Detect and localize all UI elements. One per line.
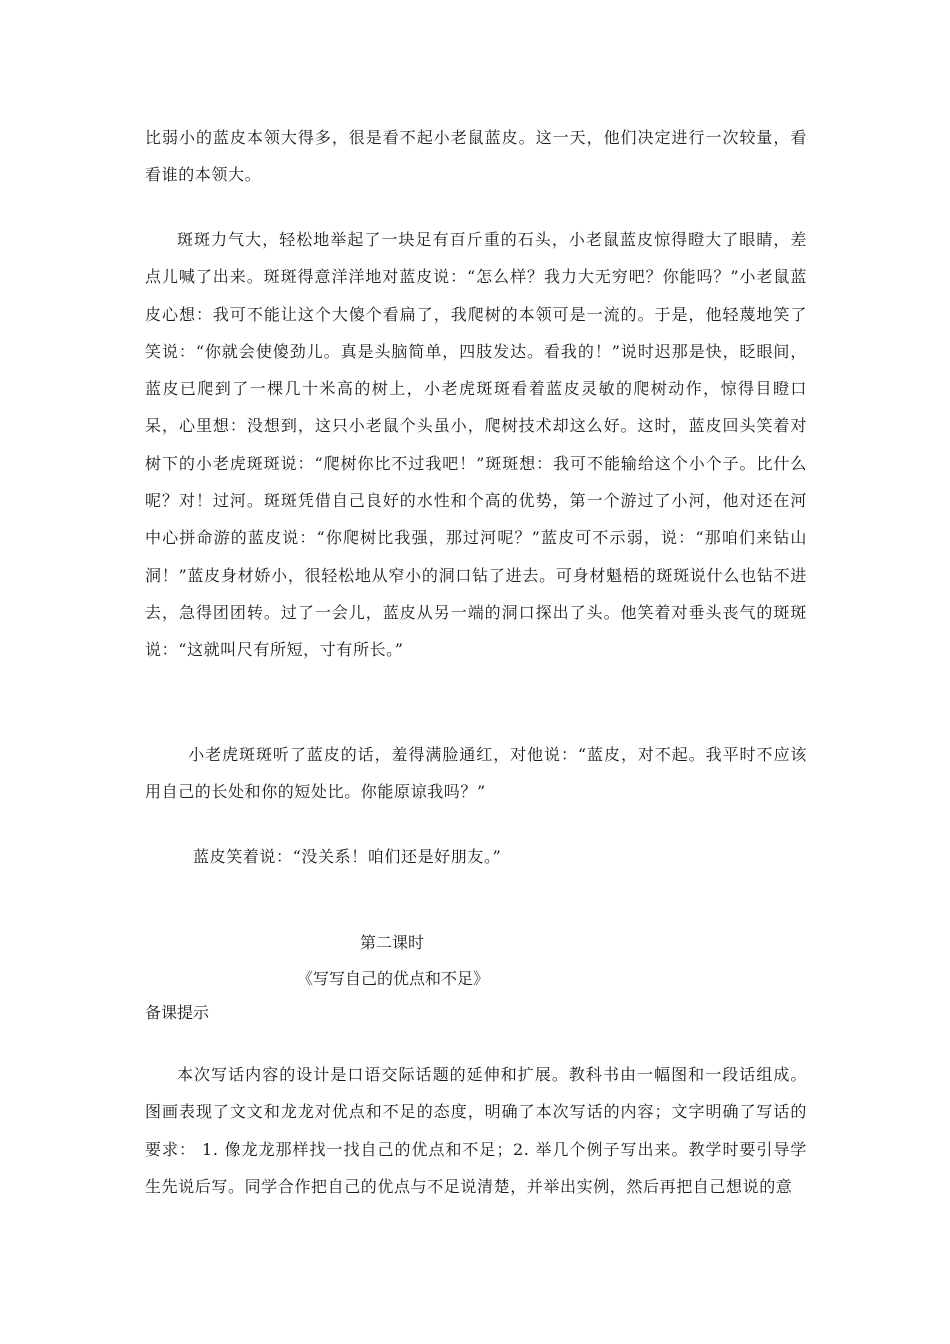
story-paragraph-intro-end: 比弱小的蓝皮本领大得多，很是看不起小老鼠蓝皮。这一天，他们决定进行一次较量，看看谁的本领大。 [145, 128, 807, 185]
prep-paragraph: 本次写话内容的设计是口语交际话题的延伸和扩展。教科书由一幅图和一段话组成。图画表现了文文和龙龙对优点和不足的态度，明确了本次写话的内容；文字明确了写话的要求： 1. 像龙龙那样找一找自己的优点和不足；2. 举几个例子写出来。教学时要引导学生先说后写。同学合作把自己的优点与不足说清楚，并举出实例，然后再把自己想说的意 [145, 1065, 807, 1196]
story-paragraph-reply: 蓝皮笑着说：“没关系！咱们还是好朋友。” [193, 847, 502, 866]
story-paragraph-contest: 斑斑力气大，轻松地举起了一块足有百斤重的石头，小老鼠蓝皮惊得瞪大了眼睛，差点儿喊了出来。斑斑得意洋洋地对蓝皮说：“怎么样？我力大无穷吧？你能吗？”小老鼠蓝皮心想：我可不能让这个大傻个看扁了，我爬树的本领可是一流的。于是，他轻蔑地笑了笑说：“你就会使傻劲儿。真是头脑简单，四肢发达。看我的！”说时迟那是快，眨眼间，蓝皮已爬到了一棵几十米高的树上，小老虎斑斑看着蓝皮灵敏的爬树动作，惊得目瞪口呆，心里想：没想到，这只小老鼠个头虽小，爬树技术却这么好。这时，蓝皮回头笑着对树下的小老虎斑斑说：“爬树你比不过我吧！”斑斑想：我可不能输给这个小个子。比什么呢？对！过河。斑斑凭借自己良好的水性和个高的优势，第一个游过了小河，他对还在河中心拼命游的蓝皮说：“你爬树比我强，那过河呢？”蓝皮可不示弱，说：“那咱们来钻山洞！”蓝皮身材娇小，很轻松地从窄小的洞口钻了进去。可身材魁梧的斑斑说什么也钻不进去，急得团团转。过了一会儿，蓝皮从另一端的洞口探出了头。他笑着对垂头丧气的斑斑说：“这就叫尺有所短，寸有所长。” [145, 230, 807, 660]
lesson-title: 第二课时 [360, 933, 425, 952]
prep-label: 备课提示 [145, 1003, 210, 1022]
topic-title: 《写写自己的优点和不足》 [297, 969, 490, 988]
story-paragraph-apology: 小老虎斑斑听了蓝皮的话，羞得满脸通红，对他说：“蓝皮，对不起。我平时不应该用自己的长处和你的短处比。你能原谅我吗？” [145, 745, 807, 802]
